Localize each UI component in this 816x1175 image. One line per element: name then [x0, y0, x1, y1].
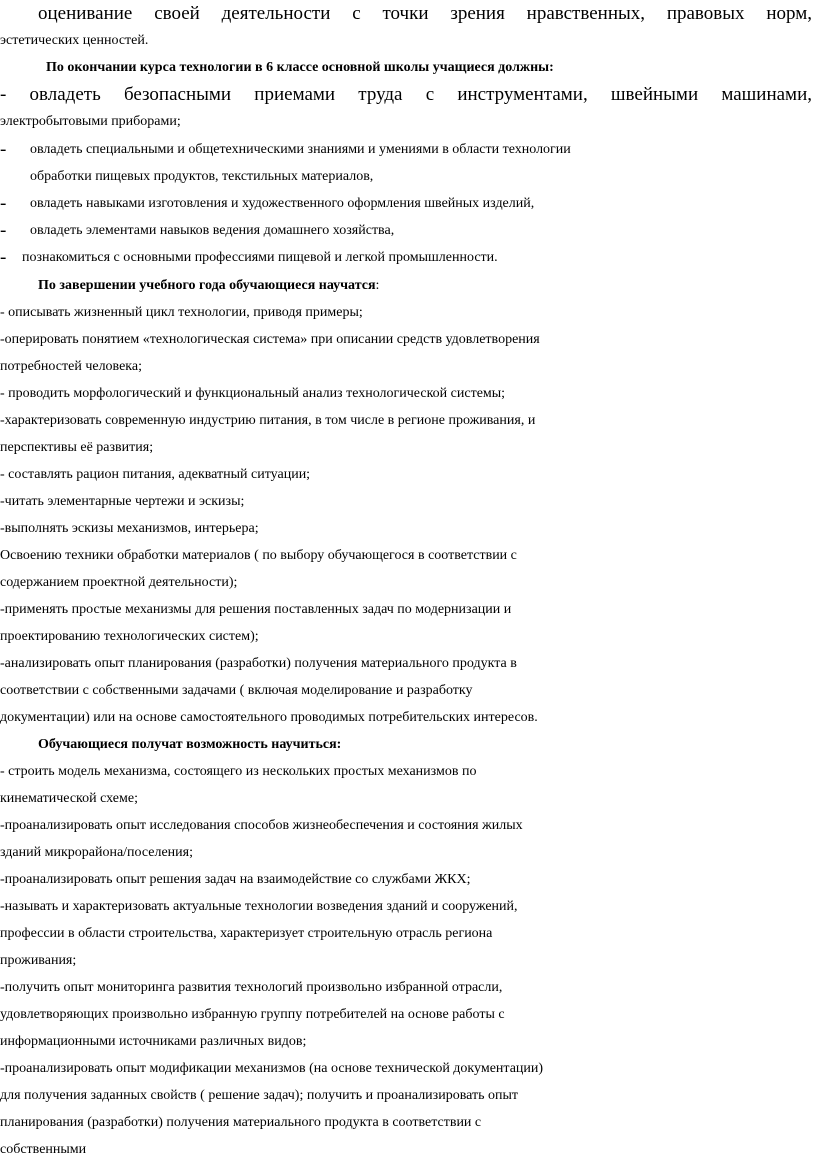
paragraph-line: зданий микрорайона/поселения;	[0, 845, 193, 860]
list-dash: -	[0, 139, 7, 160]
paragraph-line: -оперировать понятием «технологическая система» при описании средств удовлетворения	[0, 332, 540, 347]
paragraph-line: Освоению техники обработки материалов ( по выбору обучающегося в соответствии с	[0, 548, 517, 563]
paragraph-line: -применять простые механизмы для решения поставленных задач по модернизации и	[0, 602, 512, 617]
paragraph-line: содержанием проектной деятельности);	[0, 575, 238, 590]
list-item-text: овладеть элементами навыков ведения домашнего хозяйства,	[30, 223, 395, 238]
list-dash: -	[0, 220, 7, 241]
paragraph-line: -проанализировать опыт исследования способов жизнеобеспечения и состояния жилых	[0, 818, 523, 833]
list-dash: -	[0, 193, 7, 214]
paragraph-line: - составлять рацион питания, адекватный ситуации;	[0, 467, 311, 482]
list-item-text: познакомиться с основными профессиями пищевой и легкой промышленности.	[22, 250, 498, 265]
paragraph-line: информационными источниками различных видов;	[0, 1034, 307, 1049]
paragraph-line: -анализировать опыт планирования (разработки) получения материального продукта в	[0, 656, 517, 671]
paragraph-line: потребностей человека;	[0, 359, 142, 374]
paragraph-line: - описывать жизненный цикл технологии, приводя примеры;	[0, 305, 363, 320]
paragraph-line: -проанализировать опыт модификации механизмов (на основе технической документации)	[0, 1061, 544, 1076]
section-heading: Обучающиеся получат возможность научиться:	[38, 737, 342, 752]
paragraph-line: -выполнять эскизы механизмов, интерьера;	[0, 521, 259, 536]
list-item	[0, 244, 816, 271]
paragraph-line: документации) или на основе самостоятельного проводимых потребительских интересов.	[0, 710, 538, 725]
paragraph-line: -называть и характеризовать актуальные технологии возведения зданий и сооружений,	[0, 899, 518, 914]
paragraph-line: для получения заданных свойств ( решение задач); получить и проанализировать опыт	[0, 1088, 518, 1103]
paragraph-line: соответствии с собственными задачами ( включая моделирование и разработку	[0, 683, 473, 698]
paragraph-line: профессии в области строительства, характеризует строительную отрасль региона	[0, 926, 493, 941]
paragraph-line: перспективы её развития;	[0, 440, 154, 455]
paragraph-line: проживания;	[0, 953, 77, 968]
list-item	[0, 136, 816, 190]
paragraph-line: -читать элементарные чертежи и эскизы;	[0, 494, 245, 509]
list-item-text: обработки пищевых продуктов, текстильных материалов,	[30, 169, 374, 184]
paragraph-line: - овладеть безопасными приемами труда с инструментами, швейными машинами,	[0, 84, 812, 105]
paragraph-line: оценивание своей деятельности с точки зрения нравственных, правовых норм,	[38, 3, 812, 24]
section-heading-text: По завершении учебного года обучающиеся научатся	[38, 278, 376, 293]
paragraph-line: проектированию технологических систем);	[0, 629, 259, 644]
paragraph-line: электробытовыми приборами;	[0, 114, 181, 129]
paragraph-line: кинематической схеме;	[0, 791, 138, 806]
paragraph-line: -проанализировать опыт решения задач на взаимодействие со службами ЖКХ;	[0, 872, 471, 887]
section-heading: По окончании курса технологии в 6 классе основной школы учащиеся должны:	[46, 60, 554, 75]
paragraph-line: - строить модель механизма, состоящего из нескольких простых механизмов по	[0, 764, 477, 779]
paragraph-line: -характеризовать современную индустрию питания, в том числе в регионе проживания, и	[0, 413, 536, 428]
paragraph-line: удовлетворяющих произвольно избранную группу потребителей на основе работы с	[0, 1007, 505, 1022]
section-heading-colon: :	[375, 278, 380, 293]
paragraph-line: собственными	[0, 1142, 87, 1157]
list-item-text: овладеть специальными и общетехническими знаниями и умениями в области технологии	[30, 142, 571, 157]
list-dash: -	[0, 247, 7, 268]
paragraph-line: -получить опыт мониторинга развития технологий произвольно избранной отрасли,	[0, 980, 503, 995]
paragraph-line: планирования (разработки) получения материального продукта в соответствии с	[0, 1115, 482, 1130]
list-item	[0, 217, 816, 244]
list-item	[0, 190, 816, 217]
paragraph-line: - проводить морфологический и функциональный анализ технологической системы;	[0, 386, 506, 401]
section-heading	[38, 272, 816, 299]
list-item-text: овладеть навыками изготовления и художественного оформления швейных изделий,	[30, 196, 535, 211]
paragraph-line: эстетических ценностей.	[0, 33, 149, 48]
